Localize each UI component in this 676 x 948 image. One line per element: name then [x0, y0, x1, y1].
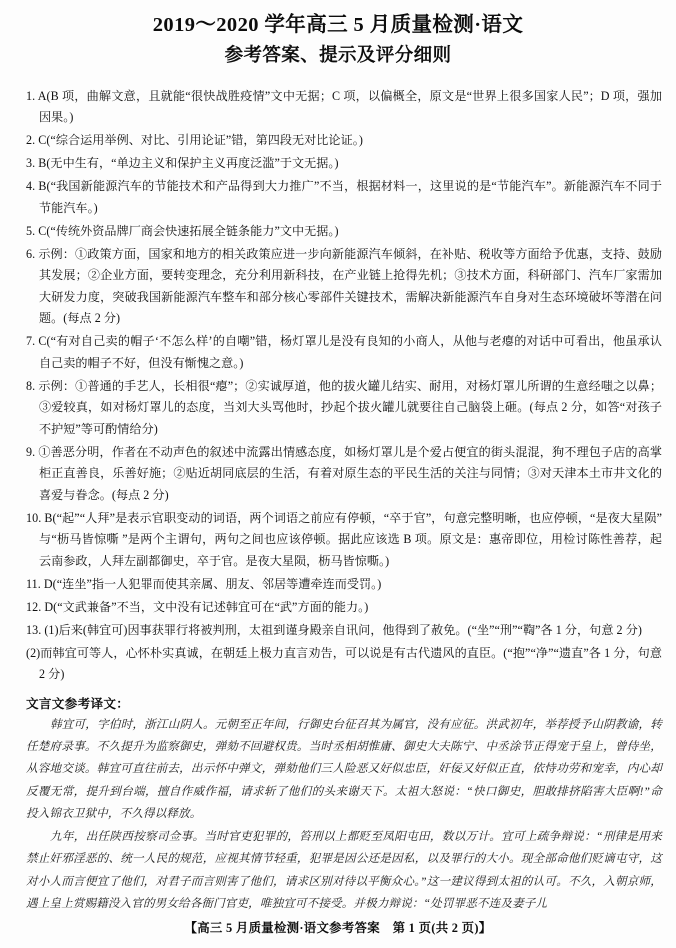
answer-item: 2. C(“综合运用举例、对比、引用论证”错，第四段无对比论证。) — [26, 133, 363, 148]
answer-item: 11. D(“连坐”指一人犯罪而使其亲属、朋友、邻居等遭牵连而受罚。) — [26, 576, 382, 591]
answer-item: 9. ①善恶分明，作者在不动声色的叙述中流露出情感态度，如杨灯罩儿是个爱占便宜的街头混混，狗不理包子店的高掌柜正直善良，乐善好施；②贴近胡同底层的生活，有着对原生态的平民生活的关注与同情；③对天津本土市井文化的喜爱与眷念。(每点 2 分) — [26, 444, 662, 502]
page-footer: 【高三 5 月质量检测·语文参考答案 第 1 页(共 2 页)】 — [184, 921, 492, 935]
answer-item: 1. A(B 项，曲解文意，且就能“很快战胜疫情”文中无据；C 项，以偏概全，原文是“世界上很多国家人民”；D 项，强加因果。) — [26, 88, 662, 125]
answer-item: 3. B(无中生有，“单边主义和保护主义再度泛滥”于文无据。) — [26, 156, 339, 171]
title-block — [0, 0, 676, 70]
answer-item: (2)而韩宜可等人，心怀朴实真诚，在朝廷上极力直言劝告，可以说是有古代遗风的直臣。(“抱”“净”“遗直”各 1 分，句意 2 分) — [26, 645, 662, 682]
answer-item: 4. B(“我国新能源汽车的节能技术和产品得到大力推广”不当，根据材料一，这里说的是“节能汽车”。新能源汽车不同于节能汽车。) — [26, 179, 662, 215]
page-title: 2019～2020 学年高三 5 月质量检测·语文 — [152, 14, 524, 36]
answer-item: 12. D(“文武兼备”不当，文中没有记述韩宜可在“武”方面的能力。) — [26, 599, 369, 614]
translation-paragraph: 韩宜可，字伯时，浙江山阴人。元朝至正年间，行御史台征召其为属官，没有应征。洪武初年，举荐授予山阴教谕，转任楚府录事。不久提升为监察御史，弹劾不回避权贵。当时丞相胡惟庸、御史大夫陈宁、中丞涂节正得宠于皇上，曾侍坐，从容地交谈。韩宜可直往前去，出示怀中弹文，弹劾他们三人险恶又好似忠臣，奸佞又好似正直，依恃功劳和宠幸，内心却反覆无常，提升到台端，擅自作威作福，请求斩了他们的头来谢天下。太祖大怒说：“快口御史，胆敢排挤陷害大臣啊!”命投入锦衣卫狱中，不久得以释放。 — [26, 717, 662, 820]
translation-body — [0, 714, 676, 915]
translation-paragraph: 九年，出任陕西按察司佥事。当时官吏犯罪的，笞刑以上都贬至凤阳屯田，数以万计。宜可上疏争辩说：“刑律是用来禁止奸邪淫恶的、统一人民的规范，应视其情节轻重，犯罪是因公还是因私，以及罪行的大小。现全部命他们贬谪屯守，这对小人而言便宜了他们，对君子而言则害了他们，请求区别对待以平衡众心。”这一建议得到太祖的认可。不久，入朝京师，遇上皇上赏赐籍没入官的男女给各衙门官吏，唯独宜可不接受。并极力辩说：“处罚罪恶不连及妻子儿 — [26, 830, 662, 910]
answer-item: 13. (1)后来(韩宜可)因事获罪行将被判刑，太祖到谨身殿亲自讯问，他得到了赦免。(“坐”“刑”“鞫”各 1 分，句意 2 分) — [26, 622, 642, 637]
page-subtitle: 参考答案、提示及评分细则 — [224, 45, 452, 66]
answer-item: 5. C(“传统外资品牌厂商会快速拓展全链条能力”文中无据。) — [26, 223, 339, 238]
answer-item: 8. 示例：①普通的手艺人，长相很“瘪”；②实诚厚道，他的拔火罐儿结实、耐用，对杨灯罩儿所谓的生意经嗤之以鼻；③爱较真，如对杨灯罩儿的态度，当刘大头骂他时，抄起个拔火罐儿就要往自己脑袋上砸。(每点 2 分，如答“对孩子不护短”等可酌情给分) — [26, 378, 662, 436]
answer-list — [0, 86, 676, 686]
answer-item: 7. C(“有对自己卖的帽子‘不怎么样’的自嘲”错，杨灯罩儿是没有良知的小商人，从他与老瘪的对话中可看出，他虽承认自己卖的帽子不好，但没有惭愧之意。) — [26, 334, 662, 370]
answer-item: 10. B(“起”“人拜”是表示官职变动的词语，两个词语之前应有停顿，“卒于官”，句意完整明晰，也应停顿，“是夜大星陨”与“枥马皆惊嘶 ”是两个主谓句，两句之间也应该停顿。据此应该选 B 项。原文是：惠帝即位，用检讨陈性善荐，起云南参政，人拜左副都御史，卒于官。是夜大星陨，枥马皆惊嘶。) — [26, 510, 662, 568]
translation-heading: 文言文参考译文： — [26, 696, 130, 711]
answer-item: 6. 示例：①政策方面，国家和地方的相关政策应进一步向新能源汽车倾斜，在补贴、税收等方面给予优惠，支持、鼓励其发展；②企业方面，要转变理念，充分利用新科技，在产业链上抢得先机；③技术方面，科研部门、汽车厂家需加大研发力度，突破我国新能源汽车整车和部分核心零部件关键技术，需解决新能源汽车自身对生态环境破坏等潜在问题。(每点 2 分) — [26, 246, 662, 326]
